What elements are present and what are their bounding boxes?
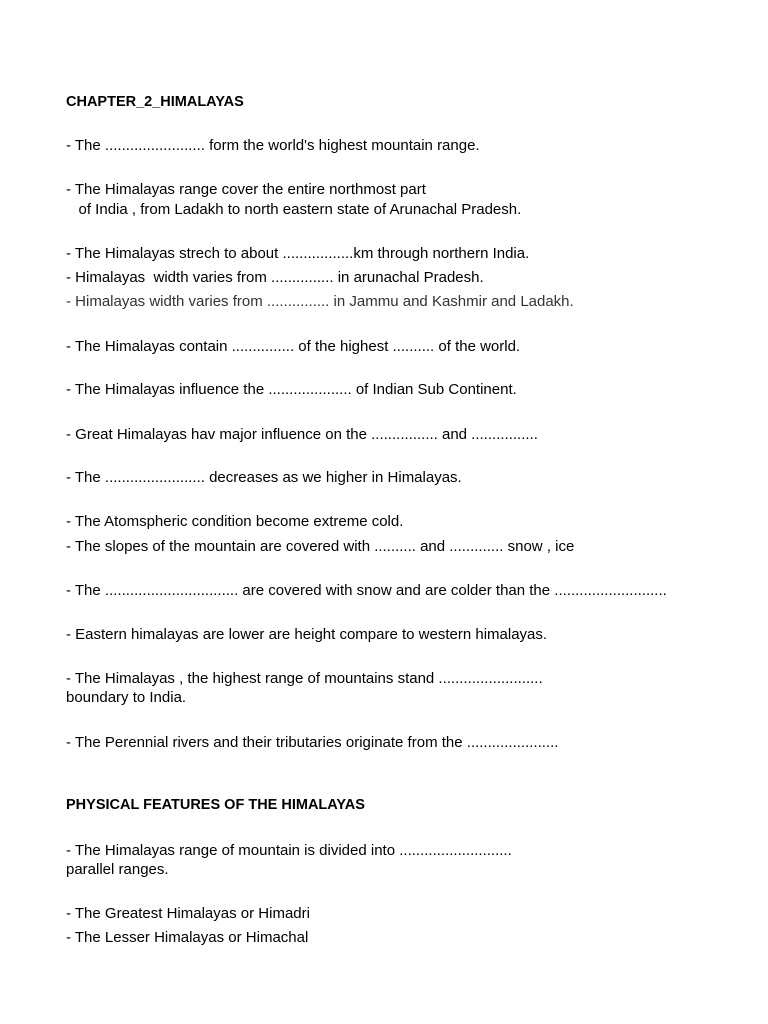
text-line: boundary to India. <box>66 689 187 706</box>
text-line: - The slopes of the mountain are covered with .......... and ............. snow , ice <box>66 538 575 555</box>
text-line: - The Greatest Himalayas or Himadri <box>66 905 310 922</box>
text-line: - The Perennial rivers and their tributaries originate from the ...................... <box>66 734 559 751</box>
section-heading: PHYSICAL FEATURES OF THE HIMALAYAS <box>66 797 365 813</box>
text-line: - The Atomspheric condition become extreme cold. <box>66 513 404 530</box>
text-line: - Himalayas width varies from ............... in arunachal Pradesh. <box>66 269 484 286</box>
text-line: - The Himalayas contain ............... of the highest .......... of the world. <box>66 338 521 355</box>
text-line: - Himalayas width varies from ............... in Jammu and Kashmir and Ladakh. <box>66 293 574 310</box>
chapter-heading: CHAPTER_2_HIMALAYAS <box>66 94 244 110</box>
text-line: of India , from Ladakh to north eastern state of Arunachal Pradesh. <box>66 201 522 218</box>
text-line: - The Himalayas range cover the entire northmost part <box>66 181 426 198</box>
text-line: - The Lesser Himalayas or Himachal <box>66 929 309 946</box>
text-line: - The Himalayas range of mountain is divided into ........................... <box>66 842 512 859</box>
text-line: - The Himalayas influence the .................... of Indian Sub Continent. <box>66 381 517 398</box>
text-line: - The ................................ are covered with snow and are colder than the ........................... <box>66 582 667 599</box>
text-line: parallel ranges. <box>66 861 169 878</box>
text-line: - Eastern himalayas are lower are height compare to western himalayas. <box>66 626 548 643</box>
text-line: - The Himalayas strech to about .................km through northern India. <box>66 245 530 262</box>
text-line: - The ........................ form the world's highest mountain range. <box>66 137 480 154</box>
text-line: - Great Himalayas hav major influence on the ................ and ................ <box>66 426 538 443</box>
text-line: - The ........................ decreases as we higher in Himalayas. <box>66 469 462 486</box>
text-line: - The Himalayas , the highest range of mountains stand ......................... <box>66 670 543 687</box>
